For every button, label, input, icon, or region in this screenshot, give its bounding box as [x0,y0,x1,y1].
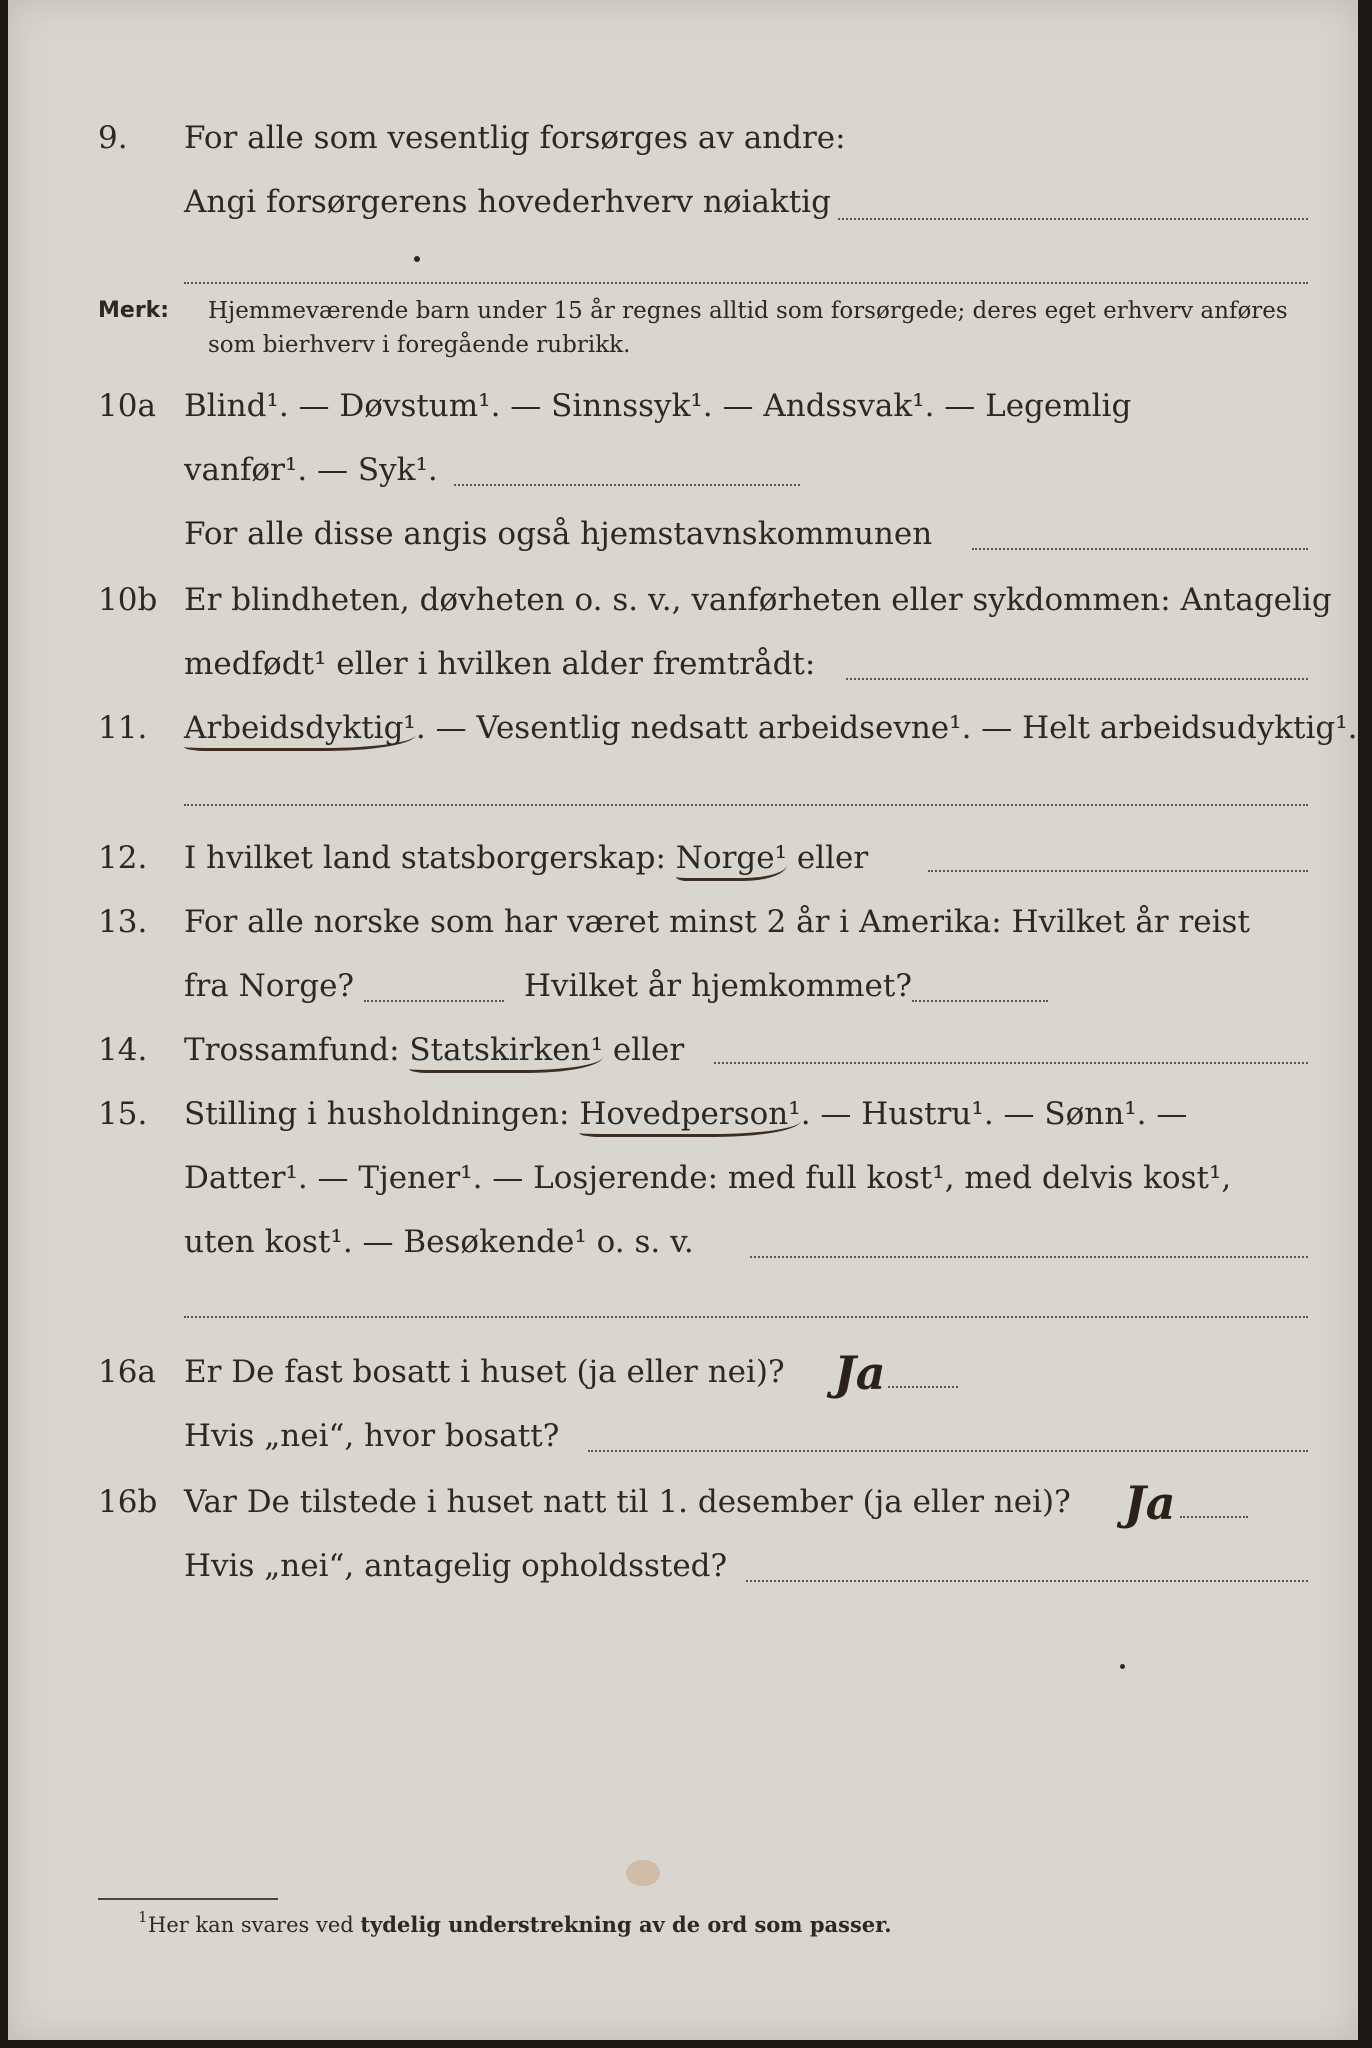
question-number: 14. [98,1032,148,1068]
question-number: 9. [98,120,128,156]
underlined-answer[interactable]: Norge¹ [676,840,787,881]
question-text: Hvilket år hjemkommet? [524,968,912,1004]
answer-line[interactable] [746,1580,1308,1582]
question-text: Stilling i husholdningen: [184,1096,580,1132]
question-text: medfødt¹ eller i hvilken alder fremtrådt: [184,646,816,682]
question-number: 11. [98,710,148,746]
footnote-text-bold: tydelig understrekning av de ord som passer. [360,1912,892,1937]
answer-line[interactable] [838,218,1308,220]
answer-line[interactable] [750,1256,1308,1258]
question-text: For alle som vesentlig forsørges av andre: [184,120,846,156]
question-text: For alle disse angis også hjemstavnskommunen [184,516,933,552]
underlined-answer[interactable]: Arbeidsdyktig¹ [184,710,416,751]
question-number: 10b [98,582,158,618]
question-text [184,1030,684,1070]
answer-line[interactable] [184,1316,1308,1318]
note-label: Merk: [98,298,170,323]
question-text: Er De fast bosatt i huset (ja eller nei)? [184,1354,785,1390]
question-text: eller [787,840,869,876]
question-text [184,838,868,878]
footnote-mark: 1 [138,1908,148,1926]
question-text: Blind¹. — Døvstum¹. — Sinnssyk¹. — Andssvak¹. — Legemlig [184,388,1132,424]
answer-line[interactable] [364,1000,504,1002]
footnote-text: Her kan svares ved [148,1913,361,1937]
note-text: Hjemmeværende barn under 15 år regnes alltid som forsørgede; deres eget erhverv anføres som bierhverv i foregående rubrikk. [208,298,1288,358]
question-text: fra Norge? [184,968,355,1004]
question-text: vanfør¹. — Syk¹. [184,452,438,488]
answer-line[interactable] [454,484,800,486]
answer-line[interactable] [184,804,1308,806]
question-text: For alle norske som har været minst 2 år i Amerika: Hvilket år reist [184,904,1250,940]
answer-line[interactable] [588,1450,1308,1452]
question-number: 16a [98,1354,156,1390]
ink-mark [414,256,420,262]
question-text: Hvis „nei“, antagelig opholdssted? [184,1548,728,1584]
answer-line[interactable] [888,1386,958,1388]
question-options: . — Hustru¹. — Sønn¹. — [800,1096,1188,1132]
answer-line[interactable] [184,282,1308,284]
question-options: . — Vesentlig nedsatt arbeidsevne¹. — Helt arbeidsudyktig¹. [415,710,1358,746]
question-text: Hvis „nei“, hvor bosatt? [184,1418,560,1454]
question-number: 10a [98,388,156,424]
underlined-answer[interactable]: Hovedperson¹ [579,1096,800,1137]
footnote [138,1908,892,1937]
question-options: uten kost¹. — Besøkende¹ o. s. v. [184,1224,694,1260]
question-number: 12. [98,840,148,876]
question-number: 15. [98,1096,148,1132]
question-text: eller [603,1032,685,1068]
question-text: Var De tilstede i huset natt til 1. desember (ja eller nei)? [184,1484,1071,1520]
census-form-page [8,0,1358,2040]
handwritten-answer[interactable]: Ja [834,1346,886,1400]
footnote-divider [98,1898,278,1900]
question-text [184,708,1358,748]
question-text [184,1094,1187,1134]
answer-line[interactable] [928,870,1308,872]
question-text: Trossamfund: [184,1032,410,1068]
question-number: 16b [98,1484,158,1520]
answer-line[interactable] [912,1000,1048,1002]
paper-stain [626,1860,660,1886]
ink-mark [1120,1664,1125,1669]
question-text: Angi forsørgerens hovederhverv nøiaktig [184,184,831,220]
answer-line[interactable] [972,548,1308,550]
answer-line[interactable] [714,1062,1308,1064]
question-options: Datter¹. — Tjener¹. — Losjerende: med full kost¹, med delvis kost¹, [184,1160,1232,1196]
answer-line[interactable] [1180,1516,1248,1518]
answer-line[interactable] [846,678,1308,680]
handwritten-answer[interactable]: Ja [1124,1476,1176,1530]
underlined-answer[interactable]: Statskirken¹ [409,1032,603,1073]
question-text: Er blindheten, døvheten o. s. v., vanførheten eller sykdommen: Antagelig [184,582,1332,618]
question-number: 13. [98,904,148,940]
question-text: I hvilket land statsborgerskap: [184,840,676,876]
